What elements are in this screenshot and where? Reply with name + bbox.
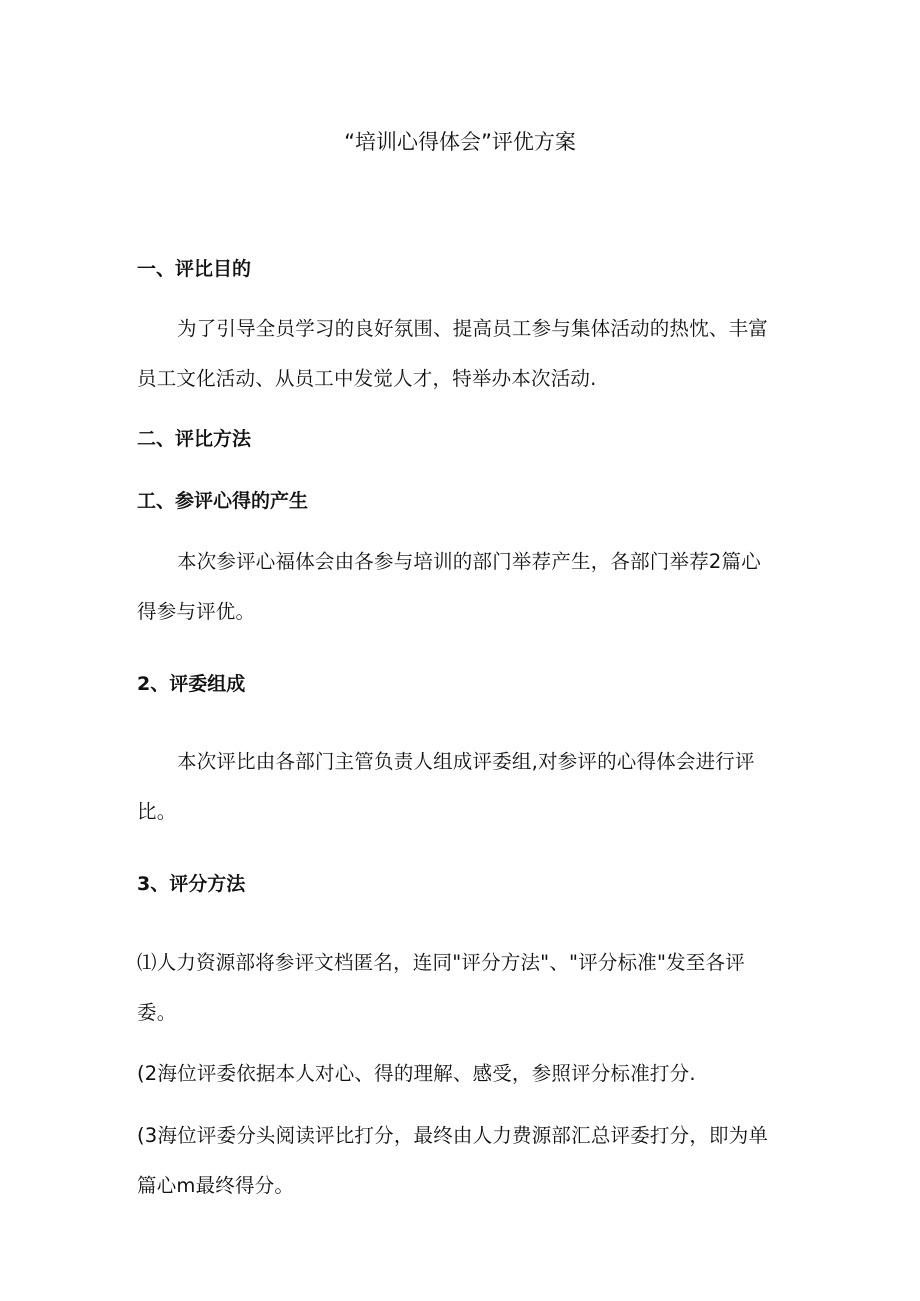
- subsection-heading-scoring: 3、评分方法: [137, 873, 246, 895]
- paragraph-line: 本次评比由各部门主管负责人组成评委组,对参评的心得体会进行评: [177, 750, 755, 773]
- paragraph-line: 委。: [137, 1001, 177, 1024]
- paragraph-line: (3海位评委分头阅读评比打分，最终由人力费源部汇总评委打分，即为单: [137, 1124, 769, 1147]
- paragraph-line: 为了引导全员学习的良好氛围、提高员工参与集体活动的热忱、丰富: [177, 317, 769, 340]
- subsection-heading-judges: 2、评委组成: [137, 673, 246, 695]
- document-title: “培训心得体会”评优方案: [344, 130, 576, 154]
- paragraph-line: (2海位评委依据本人对心、得的理解、感受，参照评分标准打分.: [137, 1062, 696, 1085]
- subsection-heading-selection: 工、参评心得的产生: [137, 490, 309, 512]
- paragraph-line: 得参与评优。: [137, 600, 256, 623]
- paragraph-line: ⑴人力资源部将参评文档匿名，连同"评分方法"、"评分标准"发至各评: [137, 951, 745, 974]
- paragraph-line: 比。: [137, 800, 177, 823]
- paragraph-line: 本次参评心福体会由各参与培训的部门举荐产生，各部门举荐2篇心: [177, 550, 761, 573]
- section-heading-purpose: 一、评比目的: [137, 258, 252, 280]
- paragraph-line: 员工文化活动、从员工中发觉人才，特举办本次活动.: [137, 367, 597, 390]
- section-heading-method: 二、评比方法: [137, 428, 252, 450]
- paragraph-line: 篇心m最终得分。: [137, 1174, 295, 1197]
